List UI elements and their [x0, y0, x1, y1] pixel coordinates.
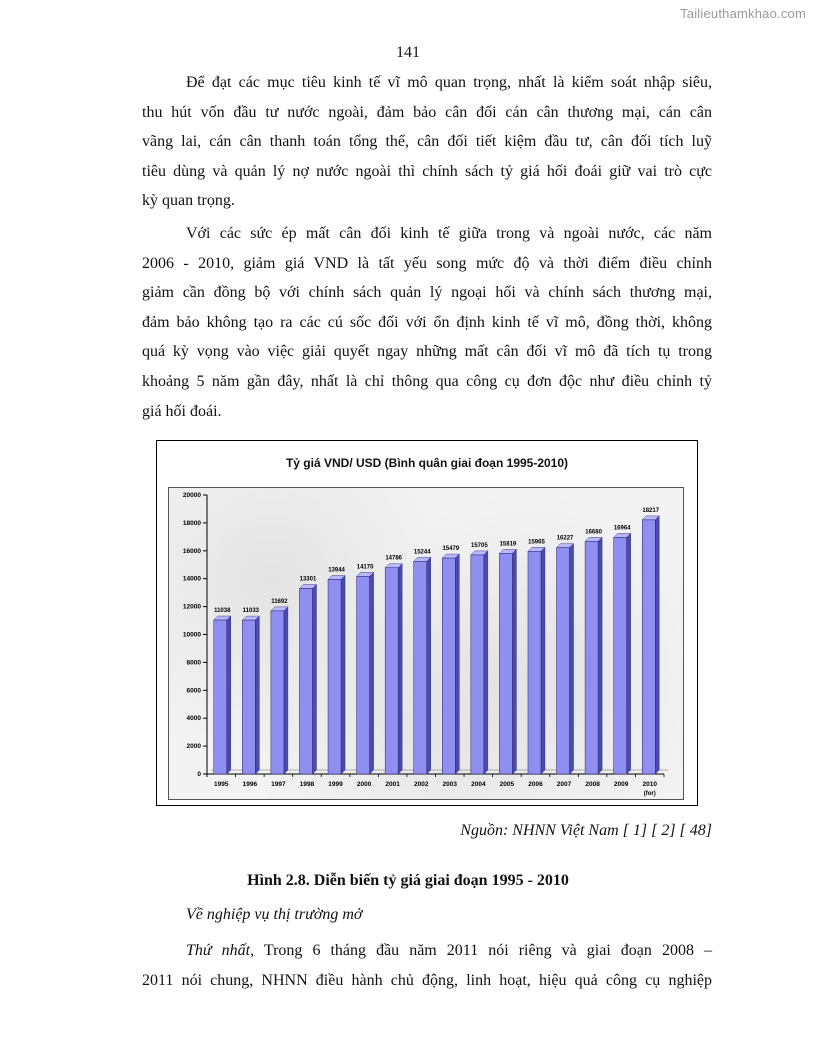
data-label: 14170: [356, 564, 374, 571]
x-tick-label: 1999: [328, 781, 343, 788]
y-tick-label: 20000: [182, 492, 201, 499]
x-tick-label: 1995: [214, 781, 229, 788]
data-label: 15705: [471, 542, 488, 549]
data-label: 15819: [499, 541, 517, 548]
bar-side: [284, 607, 288, 774]
paragraph-2-line: 2006 - 2010, giảm giá VND là tất yếu song mức độ và thời điểm điều chỉnh: [142, 254, 712, 272]
bar: [328, 579, 341, 774]
data-label: 16680: [585, 529, 602, 536]
chart-title: Tỷ giá VND/ USD (Bình quân giai đoạn 1995-2010): [285, 456, 569, 470]
exchange-rate-bar-chart: [156, 440, 696, 804]
bar: [499, 553, 512, 774]
paragraph-2-line: giá hối đoái.: [142, 402, 222, 420]
bar: [614, 537, 627, 774]
x-tick-label: 1998: [299, 781, 315, 788]
bar: [642, 520, 655, 774]
figure-caption: Hình 2.8. Diễn biến tỷ giá giai đoạn 1995 - 2010: [247, 872, 569, 889]
x-tick-label: 2010: [642, 781, 657, 788]
section-subheading: Về nghiệp vụ thị trường mở: [186, 906, 363, 923]
y-tick-label: 0: [197, 771, 201, 778]
bar: [271, 611, 284, 774]
paragraph-3: [142, 936, 712, 995]
y-tick-label: 8000: [186, 659, 201, 667]
bar: [414, 561, 427, 774]
data-label: 15479: [442, 546, 460, 553]
bar-side: [512, 549, 516, 774]
paragraph-1-line: vãng lai, cán cân thanh toán tổng thể, cân đối tiết kiệm đầu tư, cân đối tích luỹ: [142, 133, 712, 151]
bar-side: [655, 516, 659, 774]
x-tick-label: 2006: [528, 781, 543, 788]
data-label: 14786: [385, 555, 402, 562]
x-tick-sublabel: (for): [643, 791, 656, 797]
bar-side: [255, 616, 259, 774]
data-label: 15244: [413, 549, 431, 556]
y-tick-label: 10000: [182, 631, 201, 639]
y-tick-label: 12000: [182, 603, 201, 611]
x-tick-label: 2009: [613, 781, 629, 788]
watermark: Tailieuthamkhao.com: [680, 6, 806, 21]
x-tick-label: 2003: [442, 781, 458, 788]
bar: [242, 620, 255, 774]
paragraph-2: [142, 219, 712, 426]
paragraph-3-line-2: 2011 nói chung, NHNN điều hành chủ động, linh hoạt, hiệu quả công cụ nghiệp: [142, 971, 712, 989]
data-label: 11692: [271, 598, 288, 605]
bar-side: [627, 533, 631, 774]
bar: [442, 558, 455, 774]
paragraph-1-line: Để đạt các mục tiêu kinh tế vĩ mô quan trọng, nhất là kiểm soát nhập siêu,: [186, 74, 712, 91]
bar: [585, 541, 598, 774]
bar: [214, 620, 227, 774]
data-label: 18217: [642, 507, 660, 514]
y-tick-label: 6000: [186, 687, 201, 695]
x-tick-label: 2005: [499, 781, 515, 788]
bar: [471, 555, 484, 774]
paragraph-1-line: kỳ quan trọng.: [142, 192, 235, 210]
data-label: 11033: [242, 608, 260, 615]
bar-side: [484, 551, 488, 774]
bar: [528, 551, 541, 774]
page-number: 141: [396, 44, 420, 61]
bar-side: [312, 584, 316, 774]
y-tick-label: 14000: [182, 575, 201, 583]
bar: [385, 568, 398, 774]
x-tick-label: 2007: [556, 781, 572, 788]
data-label: 13944: [328, 567, 345, 574]
bar-side: [541, 547, 545, 774]
bar-side: [455, 554, 459, 774]
data-label: 11038: [214, 608, 231, 615]
paragraph-2-line: khoảng 5 năm gần đây, nhất là chỉ thông qua công cụ đơn độc như điều chỉnh tỷ: [142, 372, 712, 390]
bar-side: [341, 575, 345, 774]
y-tick-label: 4000: [186, 715, 201, 723]
bar: [357, 576, 370, 774]
x-tick-label: 2000: [356, 781, 372, 788]
paragraph-1-line: thu hút vốn đầu tư nước ngoài, đảm bảo cân đối cán cân thương mại, cán cân: [142, 103, 712, 121]
bar-side: [370, 572, 374, 774]
x-tick-label: 1996: [242, 781, 258, 788]
data-label: 15965: [528, 539, 545, 546]
paragraph-3-line-1-rest: Trong 6 tháng đầu năm 2011 nói riêng và giai đoạn 2008 –: [254, 942, 712, 959]
data-label: 16227: [556, 535, 574, 542]
paragraph-3-lead: Thứ nhất,: [186, 942, 255, 959]
bar: [299, 588, 312, 774]
x-tick-label: 2001: [385, 781, 400, 788]
bar-side: [570, 544, 574, 774]
y-tick-label: 18000: [182, 519, 201, 527]
bar-side: [598, 537, 602, 774]
paragraph-2-line: Với các sức ép mất cân đối kinh tế giữa trong và ngoài nước, các năm: [186, 225, 712, 242]
data-label: 16964: [613, 525, 631, 532]
paragraph-2-line: quá kỳ vọng vào việc giải quyết ngay những mất cân đối vĩ mô đã tích tụ trong: [142, 343, 712, 361]
y-tick-label: 16000: [182, 547, 201, 555]
bar: [557, 548, 570, 774]
paragraph-1: [142, 68, 712, 216]
bar-side: [427, 557, 431, 774]
x-tick-label: 2008: [585, 781, 600, 788]
source-note: Nguồn: NHNN Việt Nam [ 1] [ 2] [ 48]: [460, 822, 712, 839]
x-tick-label: 1997: [271, 781, 286, 788]
bar-side: [398, 564, 402, 774]
paragraph-2-line: đảm bảo không tạo ra các cú sốc đối với ổn định kinh tế vĩ mô, đồng thời, không: [142, 313, 712, 331]
x-tick-label: 2004: [471, 781, 486, 788]
bar-side: [227, 616, 231, 774]
paragraph-3-line-1: [142, 936, 712, 966]
paragraph-1-line: tiêu dùng và quản lý nợ nước ngoài thì chính sách tỷ giá hối đoái giữ vai trò cực: [142, 162, 712, 180]
x-tick-label: 2002: [413, 781, 429, 788]
paragraph-2-line: giảm cần đồng bộ với chính sách quản lý ngoại hối và chính sách thương mại,: [142, 284, 712, 302]
y-tick-label: 2000: [186, 743, 201, 751]
data-label: 13301: [299, 576, 317, 583]
